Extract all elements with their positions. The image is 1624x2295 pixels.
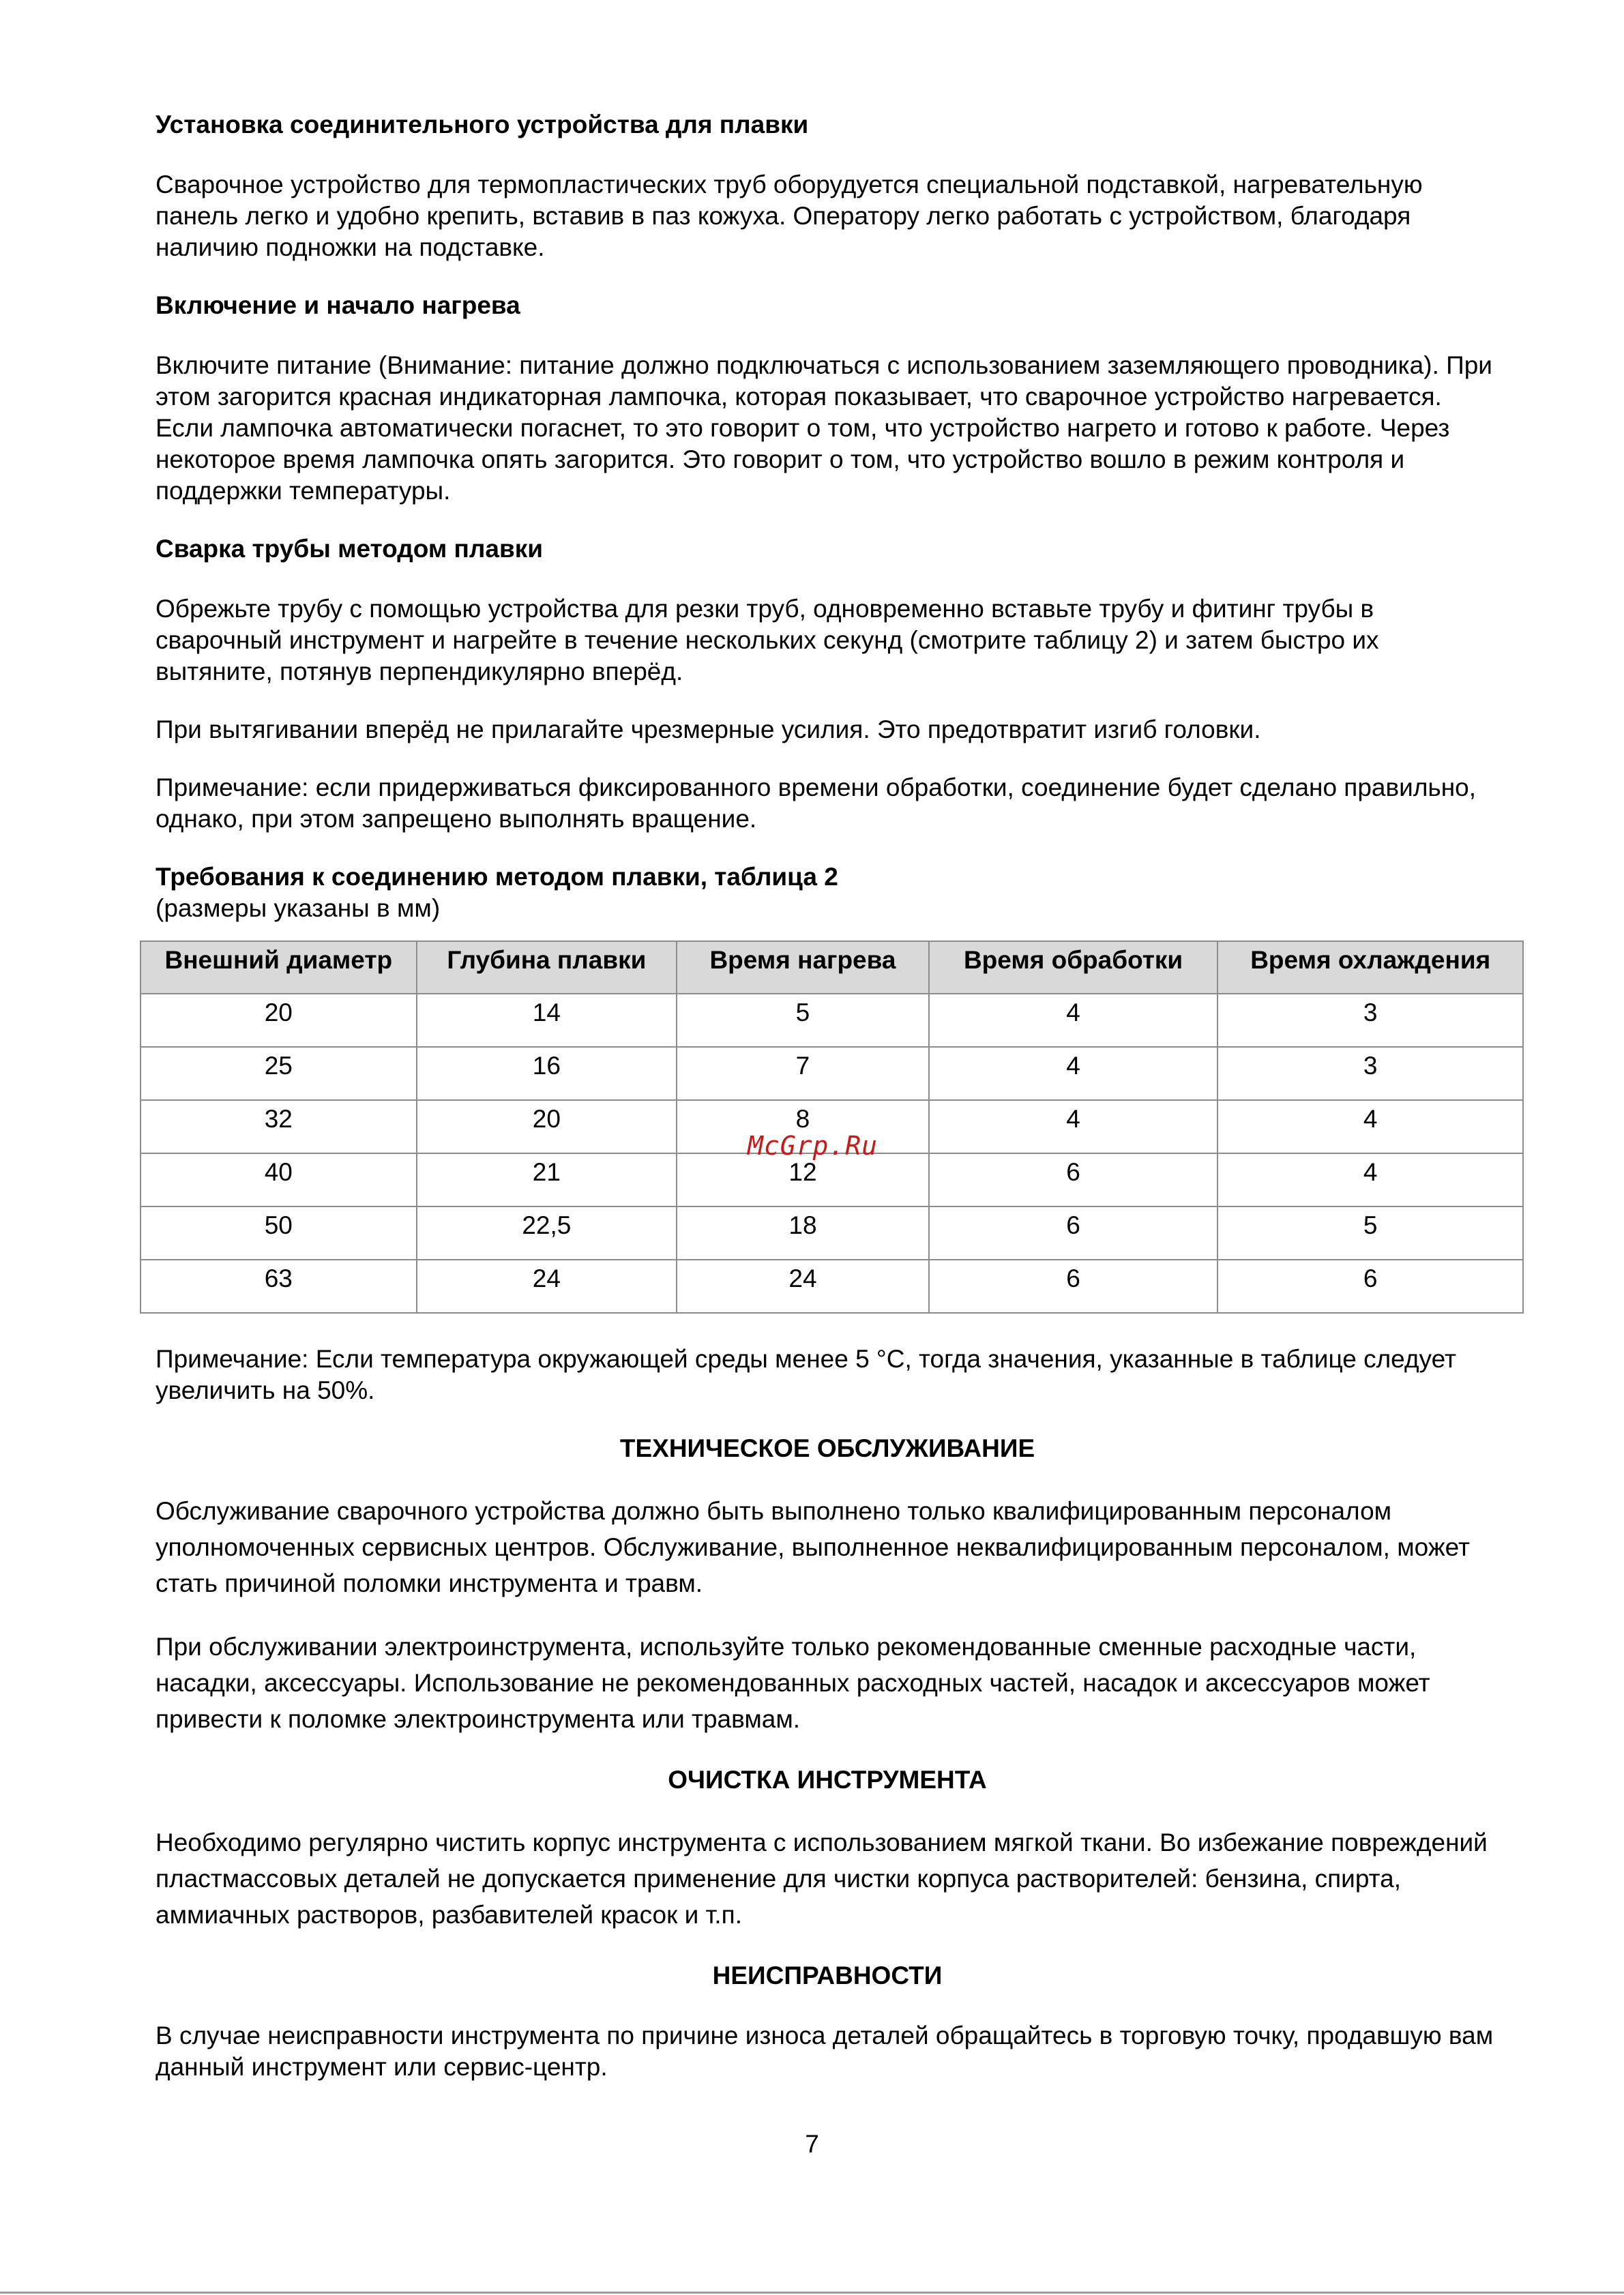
cleaning-heading: ОЧИСТКА ИНСТРУМЕНТА <box>668 1766 987 1794</box>
table-cell: 24 <box>417 1260 677 1313</box>
table-cell: 32 <box>141 1100 417 1153</box>
header-melt-depth: Глубина плавки <box>417 941 677 994</box>
table-cell: 18 <box>677 1206 929 1260</box>
table-cell: 3 <box>1217 1047 1523 1100</box>
table-cell: 7 <box>677 1047 929 1100</box>
weld-paragraph: Обрежьте трубу с помощью устройства для резки труб, одновременно вставьте трубу и фитинг трубы в сварочный инструмент и нагрейте в течение нескольких секунд (смотрите таблицу 2) и затем быстро их вытяните, потянув перпендикулярно вперёд. <box>156 595 1379 685</box>
table-cell: 12 <box>677 1153 929 1206</box>
weld-heading: Сварка трубы методом плавки <box>156 535 543 563</box>
table-cell: 4 <box>929 1047 1218 1100</box>
table-cell: 22,5 <box>417 1206 677 1260</box>
page-bottom-divider <box>0 2292 1624 2294</box>
table-row <box>141 1206 1523 1260</box>
header-cooling-time: Время охлаждения <box>1217 941 1523 994</box>
page-number: 7 <box>805 2130 819 2158</box>
install-paragraph: Сварочное устройство для термопластических труб оборудуется специальной подставкой, нагревательную панель легко и удобно крепить, вставив в паз кожуха. Оператору легко работать с устройством, благодаря наличию подножки на подставке. <box>156 171 1423 261</box>
cleaning-paragraph: Необходимо регулярно чистить корпус инструмента с использованием мягкой ткани. Во избежание повреждений пластмассовых деталей не допускается применение для чистки корпуса растворителей: бензина, спирта, аммиачных растворов, разбавителей красок и т.п. <box>156 1828 1488 1929</box>
parts-paragraph: При обслуживании электроинструмента, используйте только рекомендованные сменные расходные части, насадки, аксессуары. Использование не рекомендованных расходных частей, насадок и аксессуаров может привести к поломке электроинструмента или травмам. <box>156 1633 1430 1733</box>
header-outer-diameter: Внешний диаметр <box>141 941 417 994</box>
table-cell: 63 <box>141 1260 417 1313</box>
table-cell: 40 <box>141 1153 417 1206</box>
table-title: Требования к соединению методом плавки, таблица 2 <box>156 863 838 891</box>
table-cell: 3 <box>1217 994 1523 1047</box>
document-page <box>156 109 1499 2109</box>
table-cell: 24 <box>677 1260 929 1313</box>
table-cell: 5 <box>1217 1206 1523 1260</box>
table-cell: 25 <box>141 1047 417 1100</box>
table-cell: 6 <box>929 1260 1218 1313</box>
table-cell: 16 <box>417 1047 677 1100</box>
table-header-row <box>141 941 1523 994</box>
table-cell: 50 <box>141 1206 417 1260</box>
watermark-text: McGrp.Ru <box>748 1131 879 1161</box>
table-cell: 4 <box>1217 1153 1523 1206</box>
table-cell: 21 <box>417 1153 677 1206</box>
note-paragraph: Примечание: если придерживаться фиксированного времени обработки, соединение будет сделано правильно, однако, при этом запрещено выполнять вращение. <box>156 773 1476 833</box>
table-cell: 6 <box>929 1206 1218 1260</box>
table-cell: 6 <box>1217 1260 1523 1313</box>
maintenance-paragraph: Обслуживание сварочного устройства должно быть выполнено только квалифицированным персоналом уполномоченных сервисных центров. Обслуживание, выполненное неквалифицированным персоналом, может стать причиной поломки инструмента и травм. <box>156 1497 1470 1597</box>
maintenance-heading: ТЕХНИЧЕСКОЕ ОБСЛУЖИВАНИЕ <box>619 1434 1035 1462</box>
fusion-requirements-table <box>140 941 1524 1314</box>
faults-paragraph: В случае неисправности инструмента по причине износа деталей обращайтесь в торговую точку, продавшую вам данный инструмент или сервис-центр. <box>156 2022 1494 2081</box>
table-row <box>141 1260 1523 1313</box>
table-row <box>141 994 1523 1047</box>
header-processing-time: Время обработки <box>929 941 1218 994</box>
table-row <box>141 1153 1523 1206</box>
table-cell: 4 <box>1217 1100 1523 1153</box>
faults-heading: НЕИСПРАВНОСТИ <box>712 1961 943 1989</box>
table-cell: 6 <box>929 1153 1218 1206</box>
install-heading: Установка соединительного устройства для плавки <box>156 110 809 138</box>
table-cell: 20 <box>417 1100 677 1153</box>
table-cell: 8 <box>677 1100 929 1153</box>
table-subtitle: (размеры указаны в мм) <box>156 894 441 922</box>
table-cell: 5 <box>677 994 929 1047</box>
pull-paragraph: При вытягивании вперёд не прилагайте чрезмерные усилия. Это предотвратит изгиб головки. <box>156 715 1261 743</box>
table-row <box>141 1047 1523 1100</box>
temperature-note: Примечание: Если температура окружающей среды менее 5 °С, тогда значения, указанные в таблице следует увеличить на 50%. <box>156 1345 1456 1404</box>
table-cell: 4 <box>929 1100 1218 1153</box>
table-cell: 20 <box>141 994 417 1047</box>
power-paragraph: Включите питание (Внимание: питание должно подключаться с использованием заземляющего проводника). При этом загорится красная индикаторная лампочка, которая показывает, что сварочное устройство нагревается. Если лампочка автоматически погаснет, то это говорит о том, что устройство нагрето и готово к работе. Через некоторое время лампочка опять загорится. Это говорит о том, что устройство вошло в режим контроля и поддержки температуры. <box>156 351 1492 505</box>
header-heating-time: Время нагрева <box>677 941 929 994</box>
table-cell: 4 <box>929 994 1218 1047</box>
table-cell: 14 <box>417 994 677 1047</box>
power-heading: Включение и начало нагрева <box>156 291 520 319</box>
